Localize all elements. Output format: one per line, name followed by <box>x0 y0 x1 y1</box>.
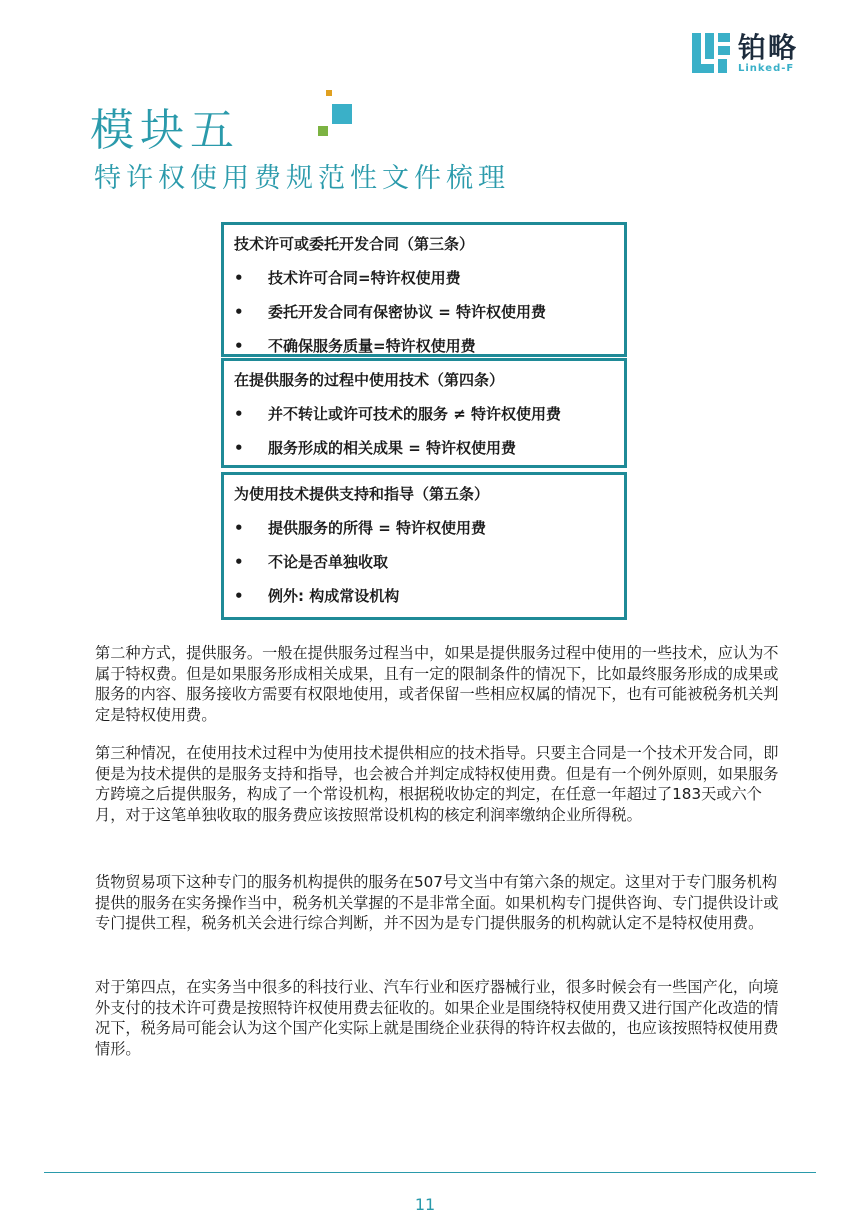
brand-name-cn: 铂略 <box>738 31 799 64</box>
page-number: 11 <box>414 1195 436 1214</box>
bullet: • <box>234 587 244 605</box>
bullet: • <box>234 553 244 571</box>
footer-divider <box>44 1172 816 1173</box>
decorative-squares-icon <box>316 90 356 150</box>
article-3-box <box>221 222 627 357</box>
bullet: • <box>234 337 244 355</box>
brand-name-en: Linked-F <box>738 63 795 74</box>
box-heading: 为使用技术提供支持和指导（第五条） <box>234 485 490 503</box>
article-4-box <box>221 358 627 468</box>
paragraph-1: 第二种方式，提供服务。一般在提供服务过程当中，如果是提供服务过程中使用的一些技术，应认为不属于特权费。但是如果服务形成相关成果，且有一定的限制条件的情况下，比如最终服务形成的成果或服务的内容、服务接收方需要有权限地使用，或者保留一些相应权属的情况下，也有可能被税务机关判定是特权使用费。 <box>95 644 779 724</box>
brand-logo <box>692 33 812 75</box>
bullet: • <box>234 405 244 423</box>
list-item: • 例外: 构成常设机构 <box>234 587 400 605</box>
bullet: • <box>234 303 244 321</box>
box-heading: 技术许可或委托开发合同（第三条） <box>234 235 475 253</box>
module-subtitle: 特许权使用费规范性文件梳理 <box>94 163 510 194</box>
paragraph-4: 对于第四点，在实务当中很多的科技行业、汽车行业和医疗器械行业，很多时候会有一些国产化，向境外支付的技术许可费是按照特许权使用费去征收的。如果企业是围绕特权使用费又进行国产化改造的情况下，税务局可能会认为这个国产化实际上就是围绕企业获得的特许权去做的，也应该按照特权使用费情形。 <box>95 978 779 1058</box>
list-item: • 委托开发合同有保密协议 = 特许权使用费 <box>234 303 547 321</box>
paragraph-2: 第三种情况，在使用技术过程中为使用技术提供相应的技术指导。只要主合同是一个技术开发合同，即便是为技术提供的是服务支持和指导，也会被合并判定成特权使用费。但是有一个例外原则，如果服务方跨境之后提供服务，构成了一个常设机构，根据税收协定的判定，在任意一年超过了183天或六个月，对于这笔单独收取的服务费应该按照常设机构的核定利润率缴纳企业所得税。 <box>95 744 779 824</box>
module-title: 模块五 <box>90 105 240 156</box>
list-item: • 服务形成的相关成果 = 特许权使用费 <box>234 439 517 457</box>
list-item: • 不确保服务质量=特许权使用费 <box>234 337 476 355</box>
bullet: • <box>234 439 244 457</box>
list-item: • 技术许可合同=特许权使用费 <box>234 269 461 287</box>
list-item: • 不论是否单独收取 <box>234 553 389 571</box>
article-5-box <box>221 472 627 620</box>
linked-f-logo-icon <box>692 33 730 73</box>
bullet: • <box>234 519 244 537</box>
list-item: • 提供服务的所得 = 特许权使用费 <box>234 519 487 537</box>
bullet: • <box>234 269 244 287</box>
paragraph-3: 货物贸易项下这种专门的服务机构提供的服务在507号文当中有第六条的规定。这里对于专门服务机构提供的服务在实务操作当中，税务机关掌握的不是非常全面。如果机构专门提供咨询、专门提供设计或专门提供工程，税务机关会进行综合判断，并不因为是专门提供服务的机构就认定不是特权使用费。 <box>95 873 779 933</box>
box-heading: 在提供服务的过程中使用技术（第四条） <box>234 371 505 389</box>
list-item: • 并不转让或许可技术的服务 ≠ 特许权使用费 <box>234 405 562 423</box>
